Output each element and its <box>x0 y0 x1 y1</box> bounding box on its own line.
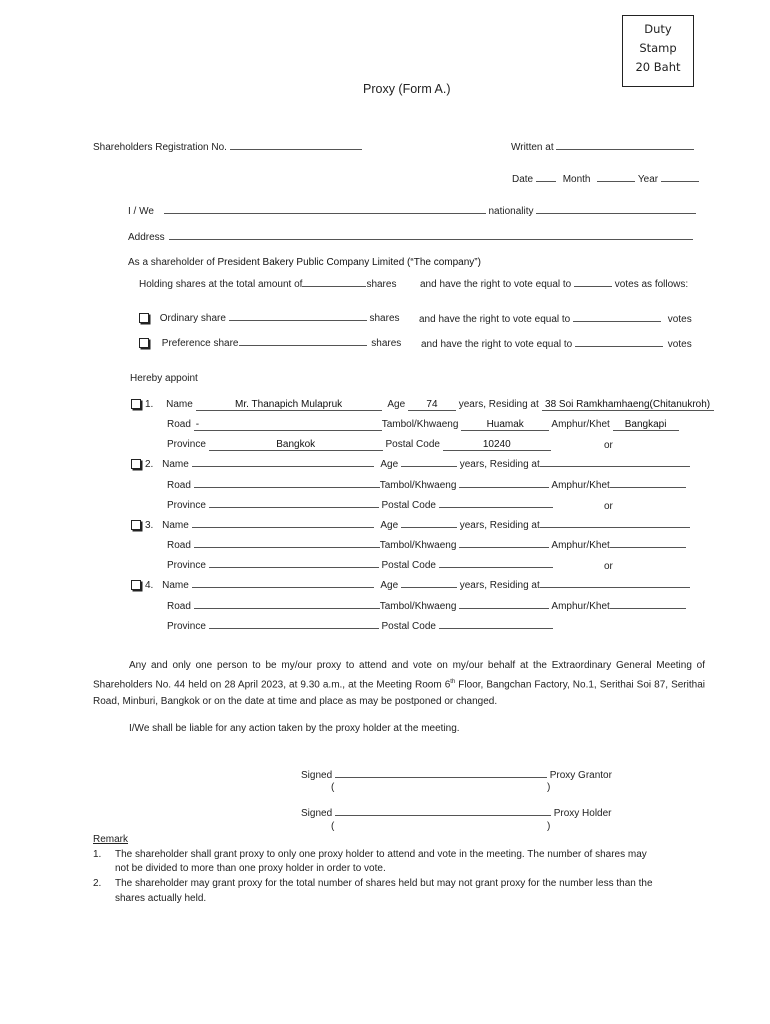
proxy-4-name-field[interactable] <box>192 587 374 588</box>
postal-label: Postal Code <box>385 439 440 450</box>
proxy-1-road-field[interactable]: - <box>194 419 382 431</box>
proxy-2-name-field[interactable] <box>192 466 374 467</box>
proxy-3-province-row <box>167 560 553 571</box>
road-label: Road <box>167 419 191 430</box>
years-residing-label: years, Residing at <box>458 399 539 410</box>
paren-close: ) <box>547 821 551 832</box>
proxy-1-road-row <box>167 419 679 431</box>
age-label: Age <box>380 520 399 531</box>
tambol-label: Tambol/Khwaeng <box>379 480 457 491</box>
shares-label: shares <box>371 338 402 349</box>
meeting-paragraph <box>93 657 705 710</box>
proxy-1-residing-field[interactable]: 38 Soi Ramkhamhaeng(Chitanukroh) <box>542 399 714 411</box>
proxy-2-province-field[interactable] <box>209 507 379 508</box>
proxy-3-tambol-field[interactable] <box>459 547 549 548</box>
postal-label: Postal Code <box>381 621 436 632</box>
or-label: or <box>604 561 613 572</box>
age-label: Age <box>380 459 399 470</box>
amphur-label: Amphur/Khet <box>551 601 610 612</box>
grantor-signature-field[interactable] <box>335 767 547 778</box>
i-we-label: I / We <box>128 206 154 217</box>
proxy-1-age-field[interactable]: 74 <box>408 399 456 411</box>
month-label: Month <box>562 174 591 185</box>
proxy-number: 4. <box>145 580 154 591</box>
proxy-1-checkbox[interactable] <box>131 399 141 409</box>
proxy-4-age-field[interactable] <box>401 587 457 588</box>
remark-2-line1: The shareholder may grant proxy for the total number of shares held but may not grant proxy for the number less than the <box>115 878 653 889</box>
road-label: Road <box>167 480 191 491</box>
amphur-label: Amphur/Khet <box>551 540 610 551</box>
years-residing-label: years, Residing at <box>459 580 540 591</box>
meeting-sup: th <box>450 679 456 685</box>
ordinary-votes-field[interactable] <box>573 311 661 322</box>
proxy-2-postal-field[interactable] <box>439 507 553 508</box>
ordinary-share-field[interactable] <box>229 310 367 321</box>
proxy-4-road-row <box>167 601 686 612</box>
road-label: Road <box>167 601 191 612</box>
grantor-signature-row <box>301 767 612 781</box>
proxy-1-amphur-field[interactable]: Bangkapi <box>613 419 679 431</box>
proxy-2-road-row <box>167 480 686 491</box>
holder-signature-field[interactable] <box>335 805 551 816</box>
hereby-appoint: Hereby appoint <box>130 373 198 384</box>
postal-label: Postal Code <box>381 500 436 511</box>
shares-label: shares <box>366 279 397 290</box>
registration-field[interactable] <box>230 139 362 150</box>
proxy-number: 3. <box>145 520 154 531</box>
ordinary-share-checkbox[interactable] <box>139 313 149 323</box>
paren-open: ( <box>331 782 335 793</box>
province-label: Province <box>167 560 206 571</box>
proxy-3-name-row <box>131 520 690 531</box>
page-title: Proxy (Form A.) <box>363 82 451 96</box>
proxy-2-road-field[interactable] <box>194 487 380 488</box>
proxy-2-age-field[interactable] <box>401 466 457 467</box>
name-label: Name <box>166 399 193 410</box>
or-label: or <box>604 501 613 512</box>
proxy-2-province-row <box>167 500 553 511</box>
remark-title: Remark <box>93 834 129 845</box>
proxy-4-name-row <box>131 580 690 591</box>
proxy-2-name-row <box>131 459 690 470</box>
age-label: Age <box>387 399 406 410</box>
years-residing-label: years, Residing at <box>459 459 540 470</box>
remark-2-num: 2. <box>93 878 102 889</box>
stamp-line: 20 Baht <box>635 60 681 74</box>
proxy-3-amphur-field[interactable] <box>610 547 686 548</box>
proxy-4-amphur-field[interactable] <box>610 608 686 609</box>
proxy-4-province-row <box>167 621 553 632</box>
or-label: or <box>604 440 613 451</box>
preference-vote-row <box>421 336 692 350</box>
province-label: Province <box>167 500 206 511</box>
address-field[interactable] <box>169 229 693 240</box>
i-we-field[interactable] <box>164 203 486 214</box>
province-label: Province <box>167 439 206 450</box>
paren-close: ) <box>547 782 551 793</box>
proxy-holder-label: Proxy Holder <box>553 808 612 819</box>
proxy-2-tambol-field[interactable] <box>459 487 549 488</box>
proxy-3-road-field[interactable] <box>194 547 380 548</box>
nationality-field[interactable] <box>536 203 696 214</box>
name-label: Name <box>162 580 189 591</box>
stamp-line: Duty <box>644 22 672 36</box>
tambol-label: Tambol/Khwaeng <box>379 601 457 612</box>
meeting-text: Any and only one person to be my/our proxy to attend and vote on my/our behalf at the Extraordinary General Meeting of Shareholders No. 44 held on 28 April 2023, at 9.30 a.m., at the Meeting Room 6 <box>93 660 705 691</box>
nationality-label: nationality <box>488 206 534 217</box>
paren-open: ( <box>331 821 335 832</box>
tambol-label: Tambol/Khwaeng <box>381 419 459 430</box>
right-to-vote-label: and have the right to vote equal to <box>421 339 573 350</box>
proxy-3-residing-field[interactable] <box>540 527 690 528</box>
written-at-label: Written at <box>511 142 554 153</box>
registration-label: Shareholders Registration No. <box>93 142 227 153</box>
meeting-text-cont: Floor, Bangchan Factory, No.1, Serithai Soi 87, Serithai Road, Minburi, Bangkok or on the date at time and place as may be postponed or changed. <box>93 679 705 708</box>
road-label: Road <box>167 540 191 551</box>
amphur-label: Amphur/Khet <box>551 419 610 430</box>
proxy-3-checkbox[interactable] <box>131 520 141 530</box>
proxy-4-tambol-field[interactable] <box>459 608 549 609</box>
shareholder-row <box>128 257 481 268</box>
year-label: Year <box>637 174 659 185</box>
proxy-4-province-field[interactable] <box>209 628 379 629</box>
votes-label: votes <box>667 339 692 350</box>
holding-label: Holding shares at the total amount of <box>139 279 303 290</box>
registration-row <box>93 139 362 153</box>
month-field[interactable] <box>597 171 635 182</box>
remark-1-line1: The shareholder shall grant proxy to only one proxy holder to attend and vote in the meeting. The number of shares may <box>115 849 647 860</box>
name-label: Name <box>162 459 189 470</box>
proxy-3-road-row <box>167 540 686 551</box>
holding-votes-field[interactable] <box>574 276 612 287</box>
proxy-4-road-field[interactable] <box>194 608 380 609</box>
shareholder-prefix: As a shareholder of <box>128 257 215 268</box>
proxy-1-name-row <box>131 399 714 411</box>
remark-1-line2: not be divided to more than one proxy holder in order to vote. <box>115 863 386 874</box>
amphur-label: Amphur/Khet <box>551 480 610 491</box>
proxy-2-checkbox[interactable] <box>131 459 141 469</box>
remark-1-num: 1. <box>93 849 102 860</box>
age-label: Age <box>380 580 399 591</box>
years-residing-label: years, Residing at <box>459 520 540 531</box>
preference-share-label: Preference share <box>161 338 239 349</box>
shares-label: shares <box>369 313 400 324</box>
preference-share-field[interactable] <box>239 335 367 346</box>
ordinary-share-row <box>139 310 400 324</box>
i-we-row <box>128 203 696 217</box>
holding-vote-row <box>420 276 688 290</box>
name-label: Name <box>162 520 189 531</box>
proxy-3-province-field[interactable] <box>209 567 379 568</box>
proxy-1-tambol-field[interactable]: Huamak <box>461 419 549 431</box>
duty-stamp-box <box>622 15 694 87</box>
postal-label: Postal Code <box>381 560 436 571</box>
holder-signature-row <box>301 805 612 819</box>
proxy-1-province-field[interactable]: Bangkok <box>209 439 383 451</box>
ordinary-vote-row <box>419 311 692 325</box>
votes-as-follows-label: votes as follows: <box>614 279 689 290</box>
proxy-2-residing-field[interactable] <box>540 466 690 467</box>
proxy-1-postal-field[interactable]: 10240 <box>443 439 551 451</box>
written-at-row <box>511 139 694 153</box>
holding-shares-field[interactable] <box>302 276 366 287</box>
preference-share-row <box>139 335 401 349</box>
proxy-4-checkbox[interactable] <box>131 580 141 590</box>
stamp-line: Stamp <box>639 41 677 55</box>
province-label: Province <box>167 621 206 632</box>
written-at-field[interactable] <box>556 139 694 150</box>
proxy-1-province-row <box>167 439 551 451</box>
tambol-label: Tambol/Khwaeng <box>379 540 457 551</box>
proxy-number: 1. <box>145 399 154 410</box>
preference-share-checkbox[interactable] <box>139 338 149 348</box>
proxy-number: 2. <box>145 459 154 470</box>
date-field[interactable] <box>536 171 556 182</box>
liability-paragraph: I/We shall be liable for any action taken by the proxy holder at the meeting. <box>129 723 460 734</box>
remark-2-line2: shares actually held. <box>115 893 207 904</box>
ordinary-share-label: Ordinary share <box>159 313 226 324</box>
signed-label: Signed <box>301 808 333 819</box>
votes-label: votes <box>667 314 692 325</box>
proxy-3-name-field[interactable] <box>192 527 374 528</box>
company-name: President Bakery Public Company Limited <box>217 257 405 268</box>
date-row <box>512 171 699 185</box>
proxy-1-name-field[interactable]: Mr. Thanapich Mulapruk <box>196 399 382 411</box>
date-label: Date <box>512 174 534 185</box>
preference-votes-field[interactable] <box>575 336 663 347</box>
proxy-2-amphur-field[interactable] <box>610 487 686 488</box>
proxy-3-age-field[interactable] <box>401 527 457 528</box>
proxy-4-residing-field[interactable] <box>540 587 690 588</box>
address-label: Address <box>128 232 165 243</box>
company-alias: (“The company”) <box>407 257 481 268</box>
signed-label: Signed <box>301 770 333 781</box>
proxy-4-postal-field[interactable] <box>439 628 553 629</box>
year-field[interactable] <box>661 171 699 182</box>
holding-row <box>139 276 396 290</box>
address-row <box>128 229 693 243</box>
right-to-vote-label: and have the right to vote equal to <box>420 279 572 290</box>
right-to-vote-label: and have the right to vote equal to <box>419 314 571 325</box>
proxy-3-postal-field[interactable] <box>439 567 553 568</box>
proxy-grantor-label: Proxy Grantor <box>549 770 612 781</box>
